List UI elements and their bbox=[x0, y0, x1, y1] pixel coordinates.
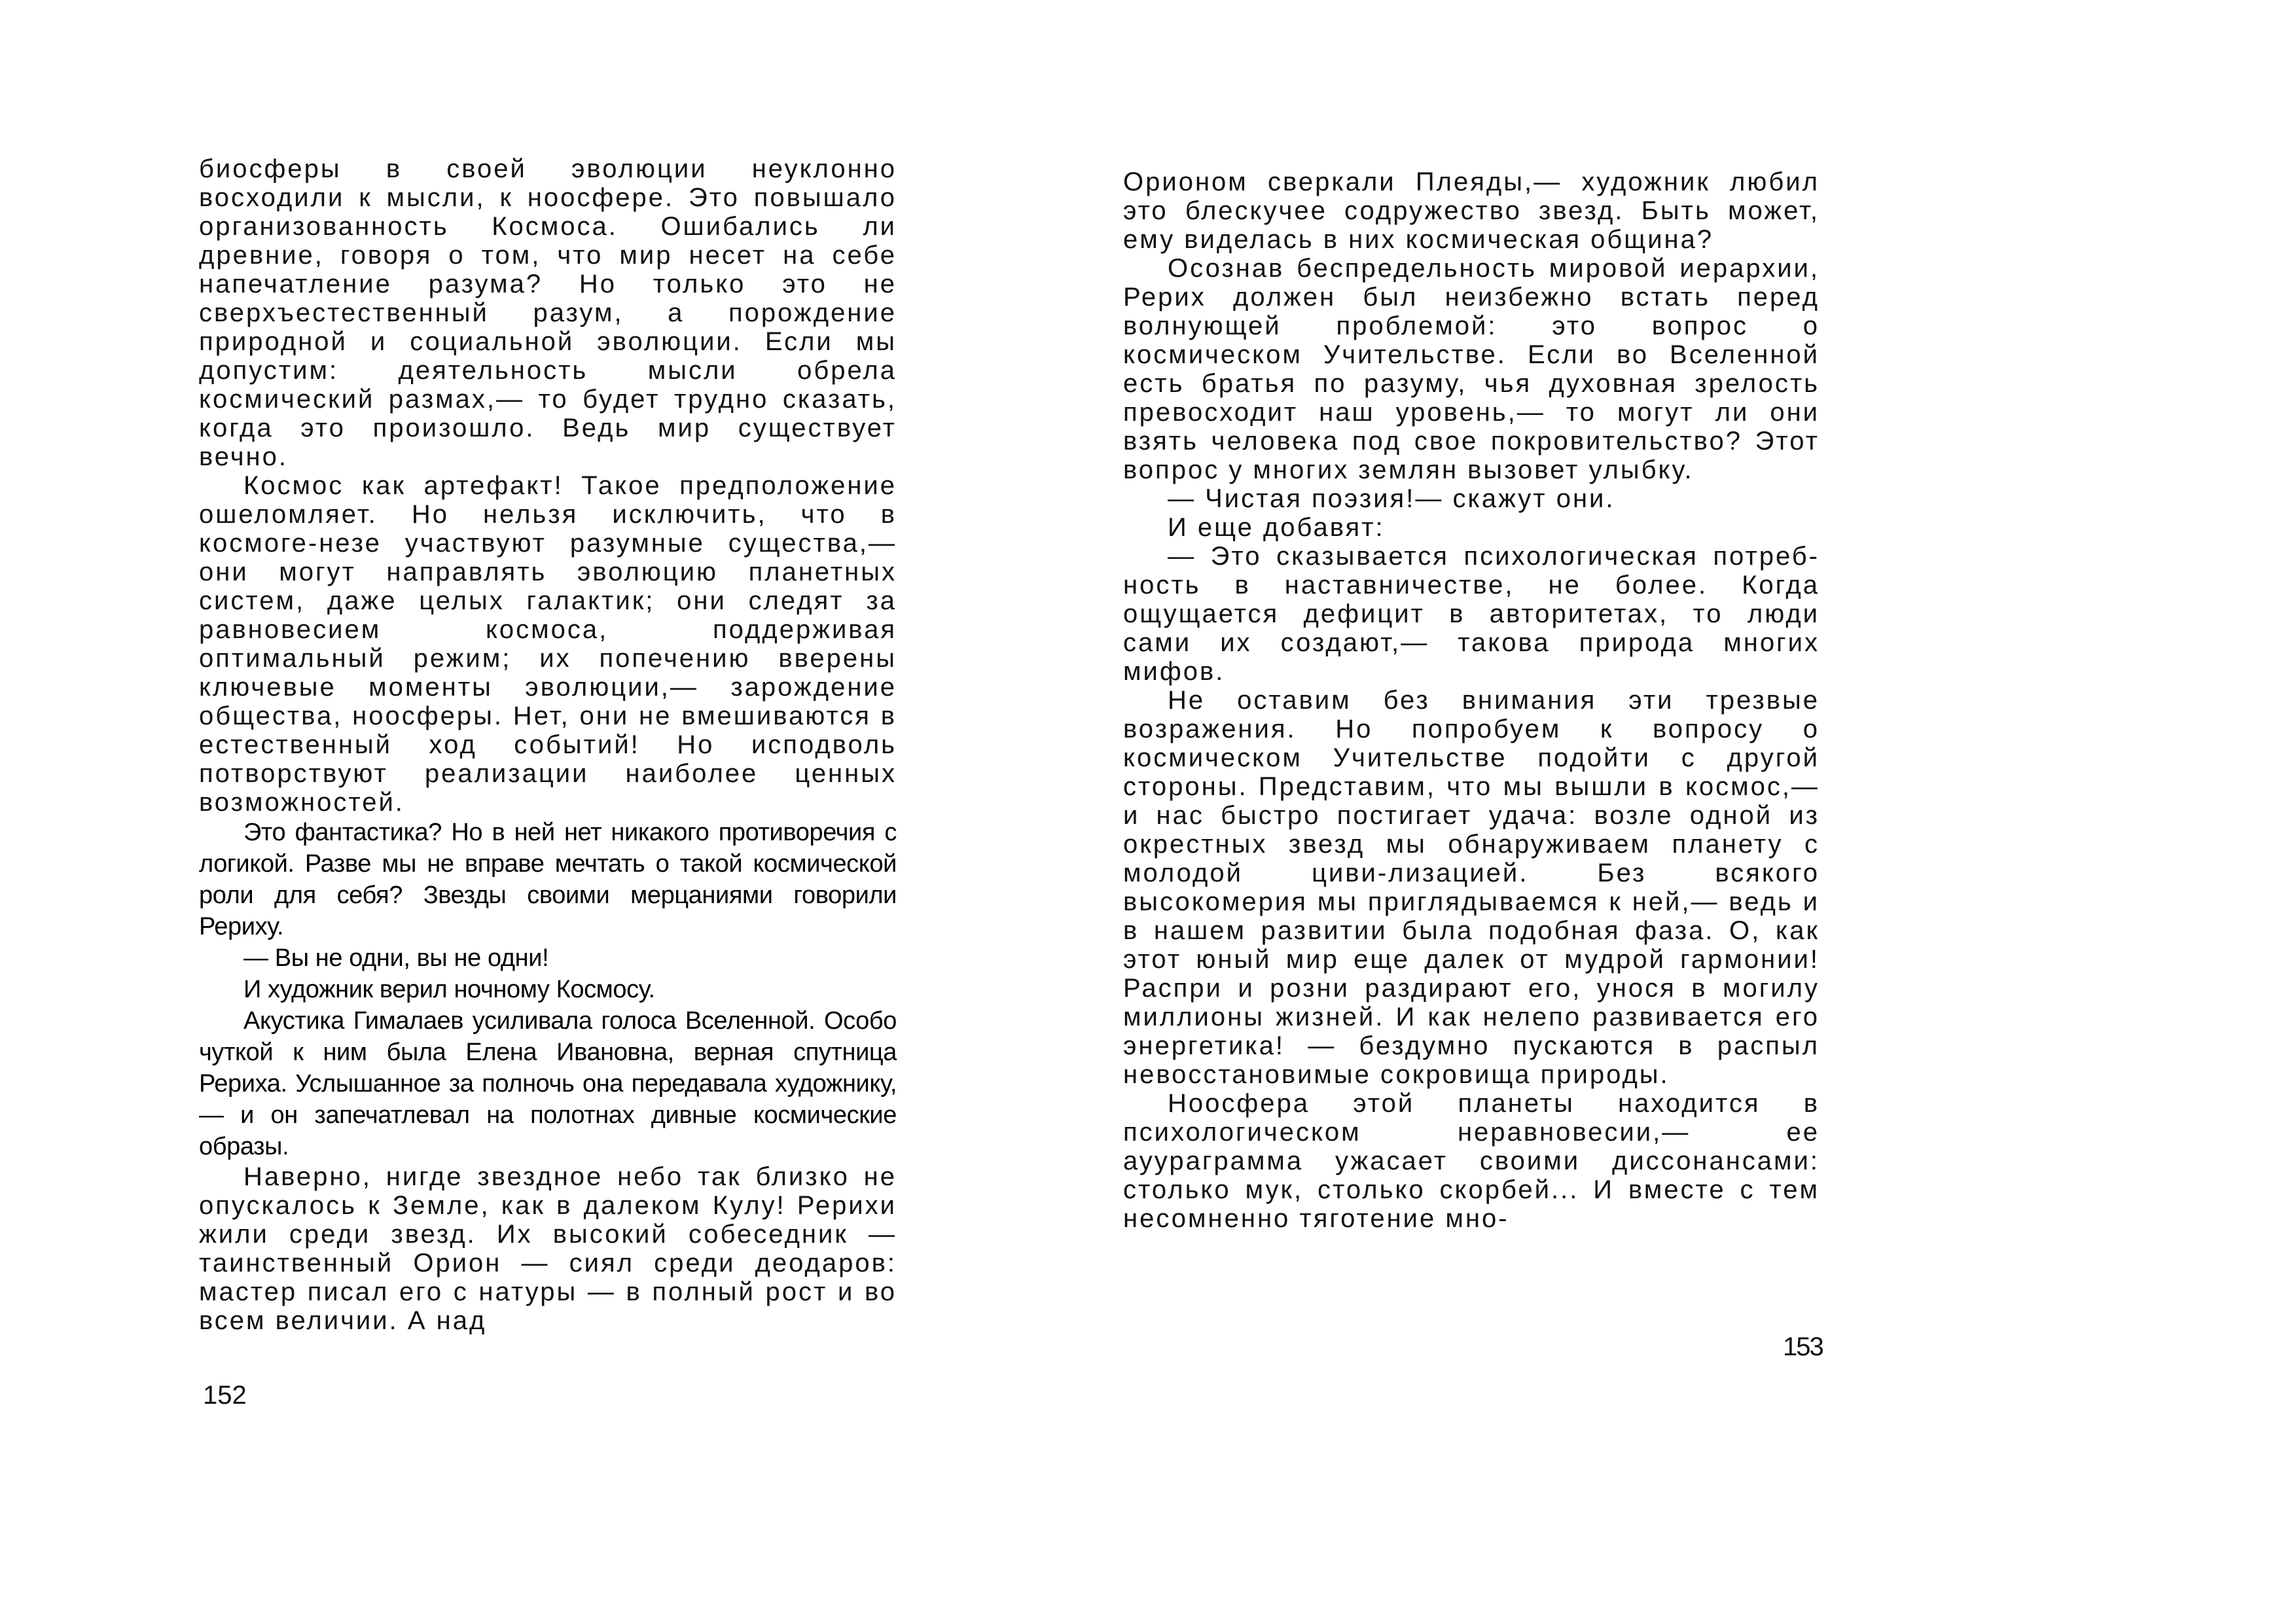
paragraph: Ноосфера этой планеты находится в психологическом неравновесии,— ее ауураграмма ужасает своими диссонансами: столько мук, столько скорбей... И вместе с тем несомненно тяготение мно- bbox=[1123, 1089, 1820, 1233]
paragraph: Осознав беспредельность мировой иерархии, Рерих должен был неизбежно встать перед волнующей проблемой: это вопрос о космическом Учительстве. Если во Вселенной есть братья по разуму, чья духовная зрелость превосходит наш уровень,— то могут ли они взять человека под свое покровительство? Этот вопрос у многих землян вызовет улыбку. bbox=[1123, 254, 1820, 484]
paragraph: Космос как артефакт! Такое предположение ошеломляет. Но нельзя исключить, что в космоге-незе участвуют разумные существа,— они могут направлять эволюцию планетных систем, даже целых галактик; они следят за равновесием космоса, поддерживая оптимальный режим; их попечению вверены ключевые моменты эволюции,— зарождение общества, ноосферы. Нет, они не вмешиваются в естественный ход событий! Но исподволь потворствуют реализации наиболее ценных возможностей. bbox=[199, 471, 897, 817]
paragraph: Это фантастика? Но в ней нет никакого противоречия с логикой. Разве мы не вправе мечтать о такой космической роли для себя? Звезды своими мерцаниями говорили Рериху. bbox=[199, 819, 897, 940]
paragraph: Орионом сверкали Плеяды,— художник любил это блескучее содружество звезд. Быть может, ему виделась в них космическая община? bbox=[1123, 168, 1820, 254]
right-page bbox=[1123, 168, 1820, 1233]
paragraph: — Чистая поэзия!— скажут они. bbox=[1168, 484, 1615, 513]
paragraph: Наверно, нигде звездное небо так близко не опускалось к Земле, как в далеком Кулу! Рерихи жили среди звезд. Их высокий собеседник — таинственный Орион — сиял среди деодаров: мастер писал его с натуры — в полный рост и во всем величии. А над bbox=[199, 1162, 897, 1335]
paragraph: — Вы не одни, вы не одни! bbox=[243, 944, 549, 972]
paragraph: И еще добавят: bbox=[1168, 513, 1385, 542]
left-page bbox=[199, 154, 897, 1335]
paragraph: И художник верил ночному Космосу. bbox=[243, 976, 655, 1003]
paragraph: Акустика Гималаев усиливала голоса Вселенной. Особо чуткой к ним была Елена Ивановна, верная спутница Рериха. Услышанное за полночь она передавала художнику,— и он запечатлевал на полотнах дивные космические образы. bbox=[199, 1007, 897, 1160]
paragraph: биосферы в своей эволюции неуклонно восходили к мысли, к ноосфере. Это повышало организованность Космоса. Ошибались ли древние, говоря о том, что мир несет на себе напечатление разума? Но только это не сверхъестественный разум, а порождение природной и социальной эволюции. Если мы допустим: деятельность мысли обрела космический размах,— то будет трудно сказать, когда это произошло. Ведь мир существует вечно. bbox=[199, 154, 897, 471]
left-page-number: 152 bbox=[203, 1381, 247, 1410]
right-page-number: 153 bbox=[1783, 1332, 1823, 1361]
paragraph: — Это сказывается психологическая потреб-ность в наставничестве, не более. Когда ощущается дефицит в авторитетах, то люди сами их создают,— такова природа многих мифов. bbox=[1123, 542, 1820, 686]
paragraph: Не оставим без внимания эти трезвые возражения. Но попробуем к вопросу о космическом Учительстве подойти с другой стороны. Представим, что мы вышли в космос,— и нас быстро постигает удача: возле одной из окрестных звезд мы обнаруживаем планету с молодой циви-лизацией. Без всякого высокомерия мы приглядываемся к ней,— ведь и в нашем развитии была подобная фаза. О, как этот юный мир еще далек от мудрой гармонии! Распри и розни раздирают его, унося в могилу миллионы жизней. И как нелепо развивается его энергетика! — бездумно пускаются в распыл невосстановимые сокровища природы. bbox=[1123, 686, 1820, 1089]
